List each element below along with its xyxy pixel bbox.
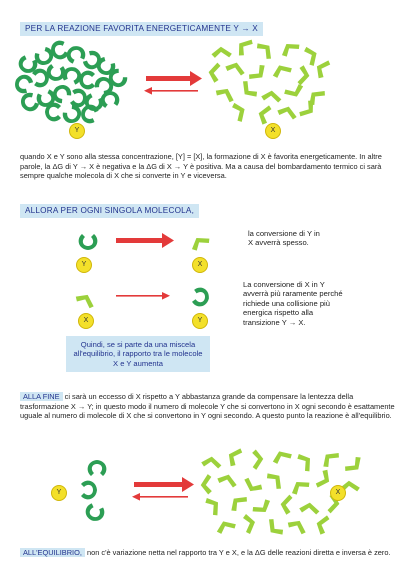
section4-lead: ALL'EQUILIBRIO, [20, 548, 85, 557]
x-molecule [319, 449, 342, 469]
x-molecule [216, 471, 239, 491]
x-molecule [241, 474, 264, 496]
x-molecule [243, 514, 255, 534]
x-molecule [298, 500, 321, 518]
x-molecule [278, 493, 296, 516]
section1-paragraph: quando X e Y sono alla stessa concentrazione, [Y] = [X], la formazione di X è favorita energeticamente. In altre parole, la ΔG di Y → X è negativa e la ΔG di X → Y è positiva. Ma a causa del bombardamento termico ci sarà sempre qualche molecola di X che si converte in Y e viceversa. [20, 152, 382, 181]
x-molecule [227, 493, 250, 513]
x-molecule [271, 449, 293, 464]
row1-y-badge: Y [76, 257, 92, 273]
row2-y-badge: Y [192, 313, 208, 329]
x-molecule [342, 455, 365, 475]
x-molecule [265, 516, 285, 539]
row2-note: La conversione di X in Y avverrà più raramente perché richiede una collisione più energica rispetto alla transizione Y → X. [243, 280, 343, 327]
x-molecule [249, 449, 264, 471]
x-molecule [204, 495, 222, 518]
row1-note: la conversione di Y in X avverrà spesso. [248, 229, 320, 248]
eq-x-badge: X [330, 485, 346, 501]
section1-banner: PER LA REAZIONE FAVORITA ENERGETICAMENTE Y → X [20, 22, 263, 36]
section2-banner: ALLORA PER OGNI SINGOLA MOLECOLA, [20, 204, 199, 218]
y-badge: Y [69, 123, 85, 139]
conclusion-box: Quindi, se si parte da una miscela all'equilibrio, il rapporto tra le molecole X e Y aumenta [66, 336, 210, 372]
x-molecule [224, 445, 246, 468]
x-badge: X [265, 123, 281, 139]
x-molecule [200, 454, 223, 472]
x-molecule [215, 519, 237, 534]
x-molecule [296, 451, 314, 474]
row2-x-badge: X [78, 313, 94, 329]
x-molecule [199, 473, 214, 495]
section3-lead: ALLA FINE [20, 392, 63, 401]
section4-paragraph [20, 548, 400, 558]
section4-text: non c'è variazione netta nel rapporto tra Y e X, e la ΔG delle reazioni diretta e inversa è zero. [86, 548, 391, 557]
section3-text: ci sarà un eccesso di X rispetto a Y abbastanza grande da compensare la lentezza della trasformazione X → Y; in questo modo il numero di molecole Y che si convertono in X ogni secondo è esattamente uguale al numero di molecole di X che si convertono in Y ogni secondo. A questo punto la reazione è all'equilibrio. [20, 392, 395, 421]
eq-y-badge: Y [51, 485, 67, 501]
x-molecule [286, 516, 309, 538]
x-molecule [289, 478, 312, 496]
row1-x-badge: X [192, 257, 208, 273]
x-molecule [265, 469, 285, 492]
x-molecule [250, 498, 273, 516]
x-molecule [313, 513, 333, 536]
